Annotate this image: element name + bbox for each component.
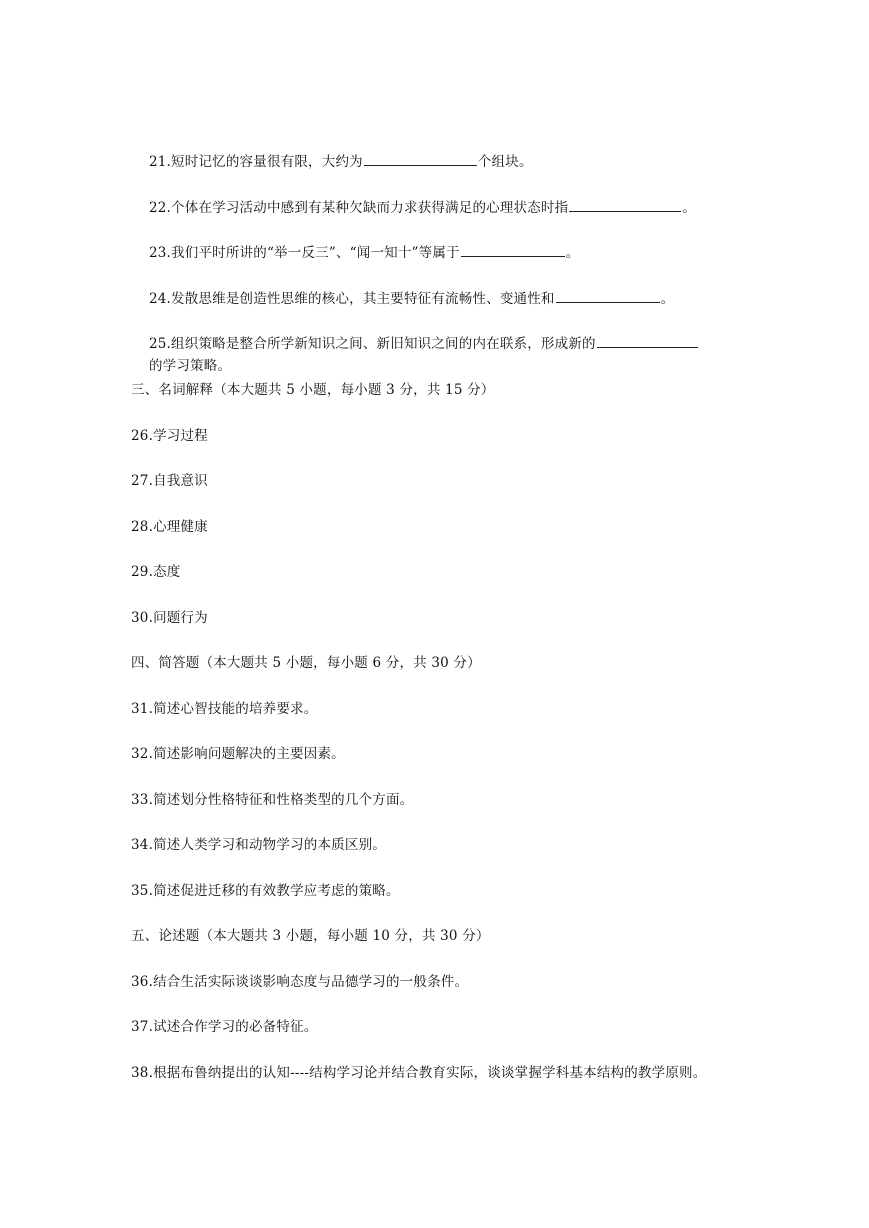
question-25-tail: 的学习策略。 <box>148 358 232 374</box>
question-31: 31.简述心智技能的培养要求。 <box>131 701 318 717</box>
question-35: 35.简述促进迁移的有效教学应考虑的策略。 <box>131 883 400 899</box>
question-30: 30.问题行为 <box>131 610 208 626</box>
section-5-heading: 五、论述题（本大题共 3 小题，每小题 10 分，共 30 分） <box>131 928 490 944</box>
question-36: 36.结合生活实际谈谈影响态度与品德学习的一般条件。 <box>131 974 469 990</box>
answer-blank <box>556 288 660 303</box>
question-28: 28.心理健康 <box>131 519 208 535</box>
section-3-heading: 三、名词解释（本大题共 5 小题，每小题 3 分，共 15 分） <box>131 382 495 398</box>
question-21-tail: 个组块。 <box>477 154 533 170</box>
question-21-text: 21.短时记忆的容量很有限，大约为 <box>148 154 363 170</box>
question-25-text: 25.组织策略是整合所学新知识之间、新旧知识之间的内在联系，形成新的 <box>148 336 596 352</box>
question-34: 34.简述人类学习和动物学习的本质区别。 <box>131 837 386 853</box>
question-27: 27.自我意识 <box>131 473 208 489</box>
question-32: 32.简述影响问题解决的主要因素。 <box>131 746 345 762</box>
question-33: 33.简述划分性格特征和性格类型的几个方面。 <box>131 792 414 808</box>
question-24-tail: 。 <box>660 291 675 307</box>
answer-blank <box>461 242 565 257</box>
question-29: 29.态度 <box>131 564 181 580</box>
answer-blank <box>569 197 681 212</box>
question-38: 38.根据布鲁纳提出的认知----结构学习论并结合教育实际，谈谈掌握学科基本结构的教学原则。 <box>131 1065 707 1081</box>
question-22-tail: 。 <box>682 200 697 216</box>
question-23-text: 23.我们平时所讲的“举一反三”、“闻一知十”等属于 <box>148 245 460 261</box>
answer-blank <box>597 333 698 348</box>
question-23-tail: 。 <box>565 245 580 261</box>
section-4-heading: 四、简答题（本大题共 5 小题，每小题 6 分，共 30 分） <box>131 655 481 671</box>
question-26: 26.学习过程 <box>131 428 208 444</box>
question-22-text: 22.个体在学习活动中感到有某种欠缺而力求获得满足的心理状态时指 <box>148 200 569 216</box>
answer-blank <box>364 151 477 166</box>
question-37: 37.试述合作学习的必备特征。 <box>131 1019 318 1035</box>
question-24-text: 24.发散思维是创造性思维的核心，其主要特征有流畅性、变通性和 <box>148 291 555 307</box>
